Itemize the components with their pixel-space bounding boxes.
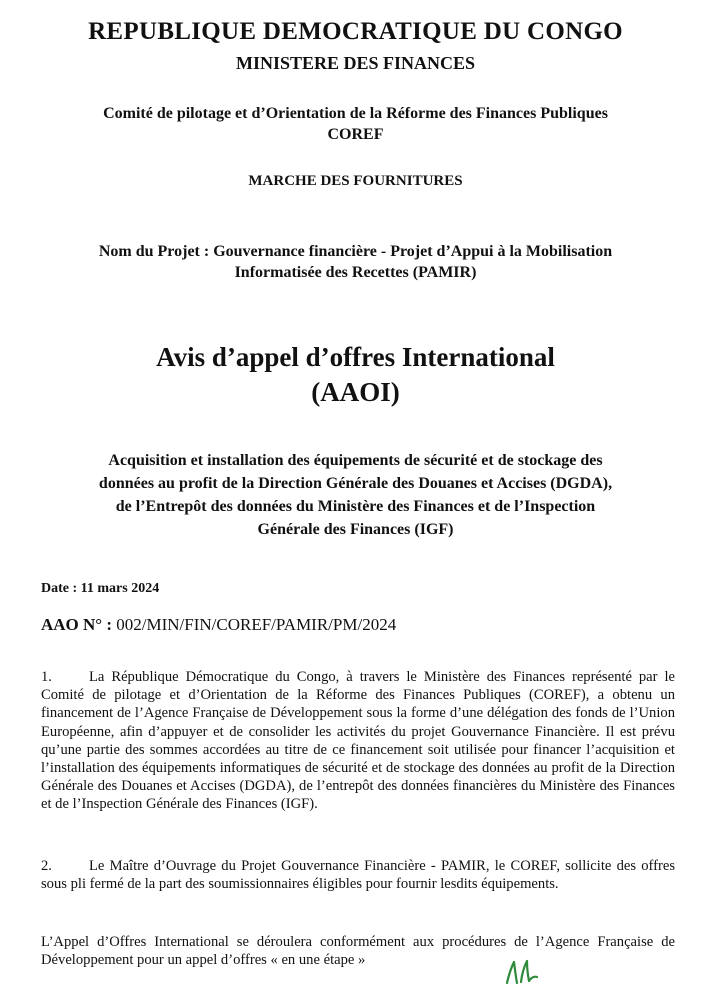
notice-title bbox=[0, 340, 711, 410]
aao-reference bbox=[41, 615, 396, 635]
notice-title-line-2: (AAOI) bbox=[311, 377, 400, 407]
notice-date: Date : 11 mars 2024 bbox=[41, 581, 160, 596]
paragraph-1-number: 1. bbox=[41, 669, 52, 685]
aao-label: AAO N° : bbox=[41, 615, 113, 634]
paragraph-3 bbox=[41, 933, 675, 969]
notice-subject-line-1: Acquisition et installation des équipements de sécurité et de stockage des bbox=[108, 452, 603, 469]
committee-acronym: COREF bbox=[327, 126, 384, 143]
paragraph-1-text: La République Démocratique du Congo, à travers le Ministère des Finances représenté par le Comité de pilotage et d’Orientation de la Réforme des Finances Publiques (COREF), a obtenu un financement de l’Agence Française de Développement sous la forme d’une délégation des fonds de l’Union Européenne, afin d’appuyer et de consolider les activités du projet Gouvernance Financière. Il est prévu qu’une partie des sommes accordées au titre de ce financement soit utilisée pour financer l’acquisition et l’installation des équipements informatiques de sécurité et de stockage des données au profit de la Direction Générale des Douanes et Accises (DGDA), de l’entrepôt des données financières du Ministère des Finances et de l’Inspection Générale des Finances (IGF). bbox=[41, 669, 675, 813]
handwritten-initials bbox=[503, 958, 543, 985]
notice-subject bbox=[30, 449, 681, 541]
notice-subject-line-2: données au profit de la Direction Générale des Douanes et Accises (DGDA), bbox=[98, 475, 613, 492]
project-name-line-1: Nom du Projet : Gouvernance financière - Projet d’Appui à la Mobilisation bbox=[98, 243, 613, 260]
notice-subject-line-4: Générale des Finances (IGF) bbox=[257, 521, 454, 538]
notice-title-line-1: Avis d’appel d’offres International bbox=[156, 342, 555, 372]
project-name-line-2: Informatisée des Recettes (PAMIR) bbox=[234, 264, 477, 281]
project-name bbox=[20, 241, 691, 283]
aao-number: 002/MIN/FIN/COREF/PAMIR/PM/2024 bbox=[116, 615, 397, 634]
market-type: MARCHE DES FOURNITURES bbox=[248, 173, 463, 189]
committee-name: Comité de pilotage et d’Orientation de la Réforme des Finances Publiques bbox=[103, 105, 608, 122]
paragraph-1 bbox=[41, 668, 675, 814]
paragraph-3-text: L’Appel d’Offres International se déroulera conformément aux procédures de l’Agence Française de Développement pour un appel d’offres « en une étape » bbox=[41, 934, 675, 969]
paragraph-2 bbox=[41, 857, 675, 893]
paragraph-2-number: 2. bbox=[41, 858, 52, 874]
paragraph-2-text: Le Maître d’Ouvrage du Projet Gouvernance Financière - PAMIR, le COREF, sollicite des offres sous pli fermé de la part des soumissionnaires éligibles pour fournir lesdits équipements. bbox=[41, 858, 675, 893]
committee-heading bbox=[0, 103, 711, 145]
notice-subject-line-3: de l’Entrepôt des données du Ministère des Finances et de l’Inspection bbox=[115, 498, 596, 515]
country-heading: REPUBLIQUE DEMOCRATIQUE DU CONGO bbox=[88, 18, 623, 45]
ministry-heading: MINISTERE DES FINANCES bbox=[235, 53, 476, 73]
